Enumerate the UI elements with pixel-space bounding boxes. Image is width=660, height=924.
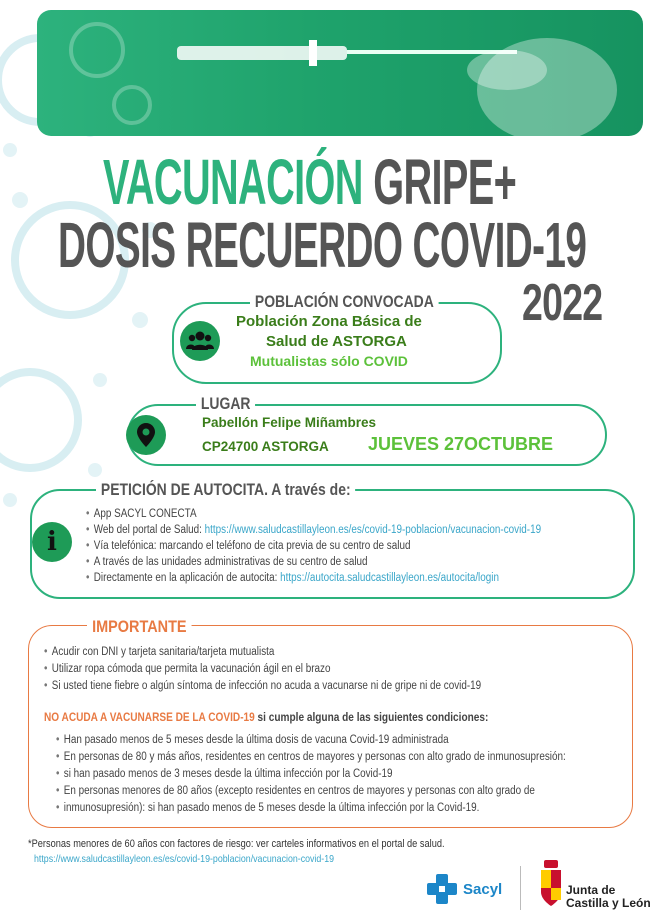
conditions-list (56, 732, 566, 817)
covid-warning-heading: NO ACUDA A VACUNARSE DE LA COVID-19 si cumple alguna de las siguientes condiciones: (44, 710, 489, 724)
poblacion-heading: POBLACIÓN CONVOCADA (250, 292, 439, 312)
junta-logo-text: Junta de Castilla y León (566, 883, 651, 910)
poblacion-line-2: Salud de ASTORGA (266, 333, 407, 350)
lugar-place: Pabellón Felipe Miñambres (202, 415, 377, 430)
list-item: • App SACYL CONECTA (86, 506, 541, 522)
footer-link[interactable]: https://www.saludcastillayleon.es/es/covid-19-poblacion/vacunacion-covid-19 (34, 853, 335, 865)
sacyl-cross-icon (425, 872, 459, 906)
list-item: • Web del portal de Salud: https://www.saludcastillayleon.es/es/covid-19-poblacion/vacunacion-covid-19 (86, 522, 541, 538)
list-item: • En personas menores de 80 años (excepto residentes en centros de mayores y personas con alto grado de (56, 783, 566, 800)
list-item: • si han pasado menos de 3 meses desde la última infección por la Covid-19 (56, 766, 566, 783)
importante-list (44, 644, 481, 695)
syringe-illustration (37, 10, 643, 136)
list-item: • Utilizar ropa cómoda que permita la vacunación ágil en el brazo (44, 661, 481, 678)
lugar-heading: LUGAR (196, 394, 255, 414)
list-item: • Han pasado menos de 5 meses desde la última dosis de vacuna Covid-19 administrada (56, 732, 566, 749)
list-item: • Vía telefónica: marcando el teléfono de cita previa de su centro de salud (86, 538, 541, 554)
portal-salud-link[interactable]: https://www.saludcastillayleon.es/es/covid-19-poblacion/vacunacion-covid-19 (204, 524, 542, 536)
group-icon (180, 321, 220, 361)
junta-coat-of-arms-icon (540, 860, 562, 917)
poblacion-line-1: Población Zona Básica de (236, 313, 422, 330)
hero-banner (37, 10, 643, 136)
poblacion-line-3: Mutualistas sólo COVID (250, 353, 408, 369)
info-icon: i (32, 522, 72, 562)
importante-heading: IMPORTANTE (87, 617, 192, 637)
logo-divider (520, 866, 521, 910)
peticion-heading: PETICIÓN DE AUTOCITA. A través de: (96, 480, 356, 500)
autocita-link[interactable]: https://autocita.saludcastillayleon.es/autocita/login (280, 572, 499, 584)
list-item: • Si usted tiene fiebre o algún síntoma de infección no acuda a vacunarse ni de gripe ni de covid-19 (44, 678, 481, 695)
footer-note: *Personas menores de 60 años con factores de riesgo: ver carteles informativos en el portal de salud. (28, 838, 445, 850)
lugar-date: JUEVES 27OCTUBRE (368, 434, 554, 454)
list-item: • inmunosupresión): si han pasado menos de 5 meses desde la última infección por la Covid-19. (56, 800, 566, 817)
location-pin-icon (126, 415, 166, 455)
list-item: • En personas de 80 y más años, residentes en centros de mayores y personas con alto grado de inmunosupresión: (56, 749, 566, 766)
peticion-list (86, 506, 541, 586)
list-item: • Acudir con DNI y tarjeta sanitaria/tarjeta mutualista (44, 644, 481, 661)
title-year: 2022 (522, 274, 603, 332)
list-item: • A través de las unidades administrativas de su centro de salud (86, 554, 541, 570)
title-line-2: DOSIS RECUERDO COVID-19 (58, 209, 587, 281)
lugar-address: CP24700 ASTORGA (202, 439, 329, 454)
sacyl-logo: Sacyl (425, 872, 502, 906)
list-item: • Directamente en la aplicación de autocita: https://autocita.saludcastillayleon.es/autocita/login (86, 570, 541, 586)
title-line-1: VACUNACIÓN GRIPE+ (103, 146, 517, 218)
